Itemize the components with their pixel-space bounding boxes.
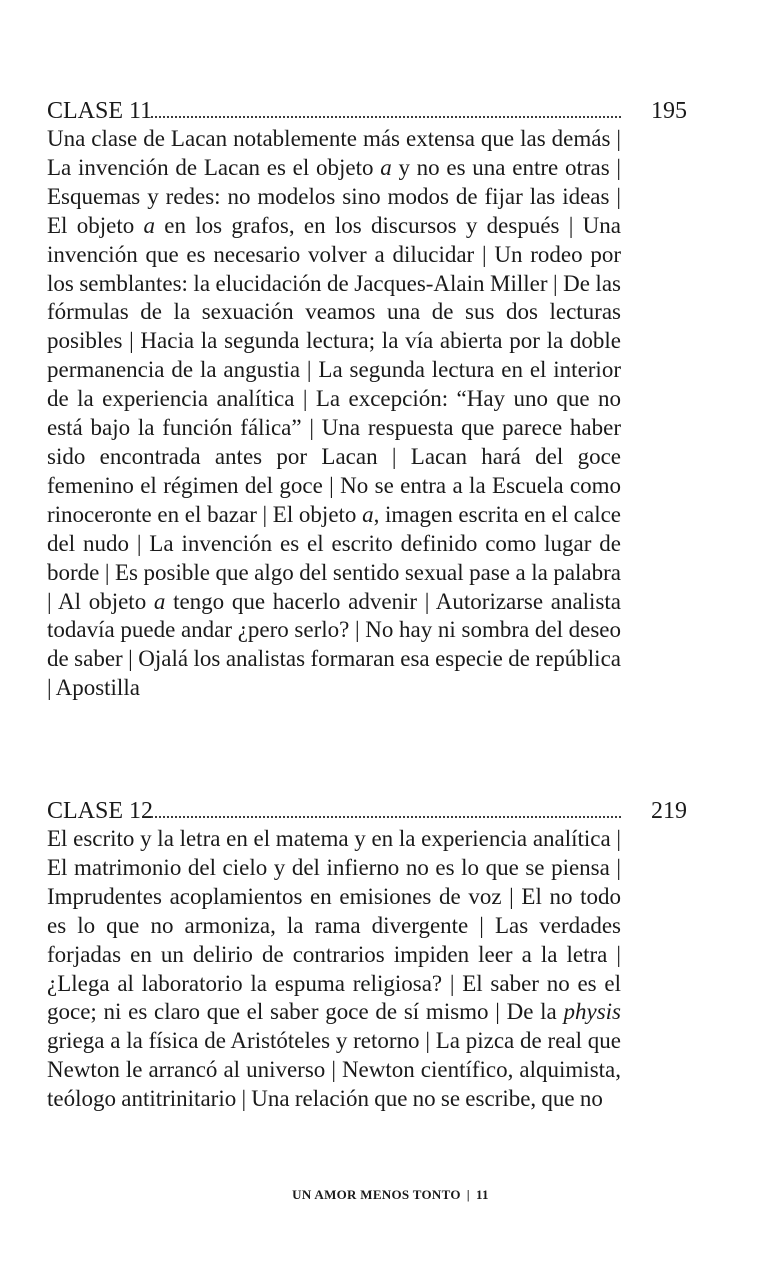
running-book-title: UN AMOR MENOS TONTO (292, 1187, 461, 1202)
folio-number: 11 (475, 1187, 489, 1202)
toc-entry-summary: Una clase de Lacan notablemente más extensa que las demás | La invención de Lacan es el objeto a y no es una entre otras | Esquemas y redes: no modelos sino modos de fijar las ideas | El objeto a en los grafos, en los discursos y después | Una invención que es necesario volver a dilucidar | Un rodeo por los semblantes: la elucidación de Jacques-Alain Miller | De las fórmulas de la sexuación veamos una de sus dos lecturas posibles | Hacia la segunda lectura; la vía abierta por la doble permanencia de la angustia | La segunda lectura en el interior de la experiencia analítica | La excepción: “Hay uno que no está bajo la función fálica” | Una respuesta que parece haber sido encontrada antes por Lacan | Lacan hará del goce femenino el régimen del goce | No se entra a la Escuela como rinoceronte en el bazar | El objeto a, imagen escrita en el calce del nudo | La invención es el escrito definido como lugar de borde | Es posible que algo del sentido sexual pase a la palabra | Al objeto a tengo que hacerlo advenir | Autorizarse analista todavía puede andar ¿pero serlo? | No hay ni sombra del deseo de saber | Ojalá los analistas formaran esa especie de república | Apostilla (47, 126, 621, 701)
toc-entry-title: CLASE 12 (47, 798, 154, 824)
footer-separator: | (466, 1187, 470, 1202)
toc-entry-heading (47, 796, 687, 826)
dot-leader (151, 116, 621, 118)
toc-entry-page-number: 195 (651, 98, 687, 124)
page-footer (0, 1187, 781, 1203)
toc-entry-page-number: 219 (651, 798, 687, 824)
toc-entry-title: CLASE 11 (47, 98, 153, 124)
toc-entry-heading (47, 96, 687, 126)
toc-entry-summary: El escrito y la letra en el matema y en la experiencia analítica | El matrimonio del cielo y del infierno no es lo que se piensa | Imprudentes acoplamientos en emisiones de voz | El no todo es lo que no armoniza, la rama divergente | Las verdades forjadas en un delirio de contrarios impiden leer a la letra | ¿Llega al laboratorio la espuma religiosa? | El saber no es el goce; ni es claro que el saber goce de sí mismo | De la physis griega a la física de Aristóteles y retorno | La pizca de real que Newton le arrancó al universo | Newton científico, alquimista, teólogo antitrinitario | Una relación que no se escribe, que no (47, 826, 621, 1112)
dot-leader (151, 816, 621, 818)
